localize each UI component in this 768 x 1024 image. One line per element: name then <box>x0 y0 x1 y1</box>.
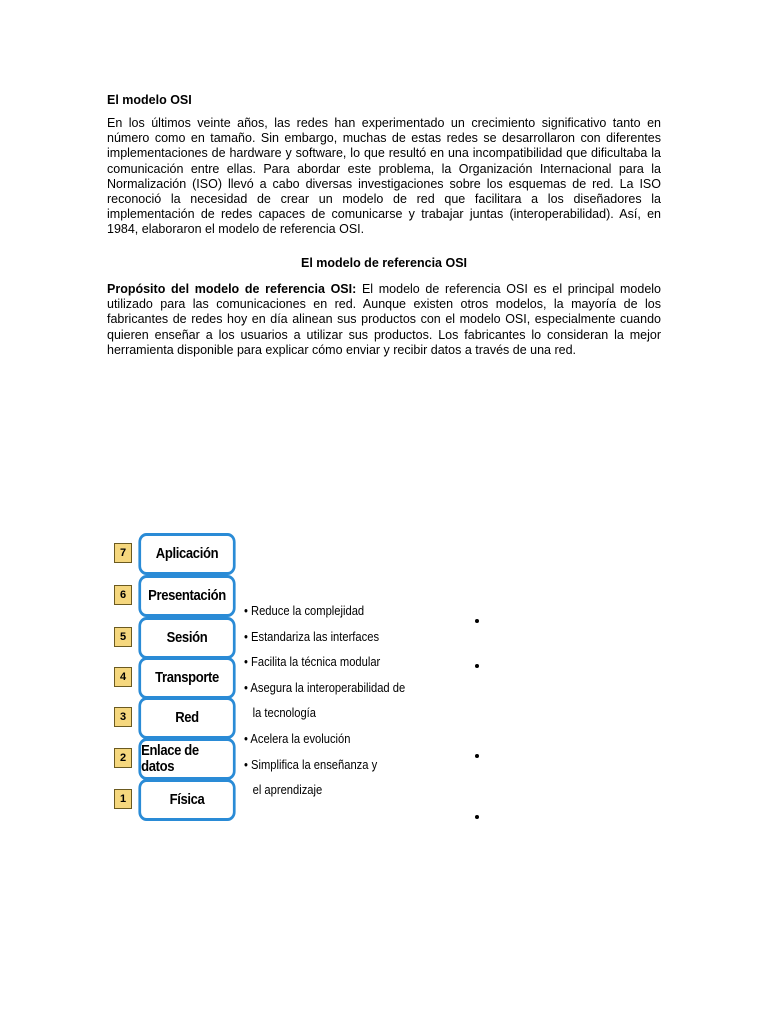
purpose-text: El modelo de referencia OSI es el principal modelo utilizado para las comunicaciones en red. Aunque existen otros modelos, la mayoría de los fabricantes de redes hoy en día alinean sus productos con el modelo OSI, especialmente cuando quieren enseñar a los usuarios a utilizar sus productos. Los fabricantes lo consideran la mejor herramienta disponible para explicar cómo enviar y recibir datos a través de una red. <box>107 282 661 357</box>
layer-name: Presentación <box>138 575 235 617</box>
benefit-item-continuation: el aprendizaje <box>252 782 323 798</box>
layer-5 <box>110 617 240 653</box>
bullet-dot-icon <box>475 815 479 819</box>
layer-2 <box>110 738 240 774</box>
document-title: El modelo OSI <box>107 93 192 107</box>
benefits-list <box>244 598 405 803</box>
layer-number: 2 <box>114 748 132 768</box>
layer-number: 6 <box>114 585 132 605</box>
layer-4 <box>110 657 240 693</box>
layer-name: Física <box>138 779 235 821</box>
layer-number: 3 <box>114 707 132 727</box>
benefit-item: • Asegura la interoperabilidad de <box>244 679 406 695</box>
layer-7 <box>110 533 240 569</box>
layer-number: 4 <box>114 667 132 687</box>
layer-1 <box>110 779 240 815</box>
layer-number: 5 <box>114 627 132 647</box>
layer-name: Enlace de datos <box>138 738 235 780</box>
benefit-item: • Acelera la evolución <box>244 730 351 746</box>
layer-name: Red <box>138 697 235 739</box>
layer-name: Sesión <box>138 617 235 659</box>
layer-number: 1 <box>114 789 132 809</box>
intro-paragraph: En los últimos veinte años, las redes han experimentado un crecimiento significativo tanto en número como en tamaño. Sin embargo, muchas de estas redes se desarrollaron con diferentes implementaciones de hardware y software, lo que resultó en una incompatibilidad que dificultaba la comunicación entre ellas. Para abordar este problema, la Organización Internacional para la Normalización (ISO) llevó a cabo diversas investigaciones sobre los esquemas de red. La ISO reconoció la necesidad de crear un modelo de red que facilitara a los diseñadores la implementación de redes capaces de comunicarse y trabajar juntas (interoperabilidad). Así, en 1984, elaboraron el modelo de referencia OSI. <box>107 116 661 237</box>
bullet-dot-icon <box>475 754 479 758</box>
benefit-item-continuation: la tecnología <box>252 705 317 721</box>
bullet-dot-icon <box>475 619 479 623</box>
section-title: El modelo de referencia OSI <box>300 256 468 270</box>
layer-name: Aplicación <box>138 533 235 575</box>
benefit-item: • Facilita la técnica modular <box>244 654 381 670</box>
purpose-label: Propósito del modelo de referencia OSI: <box>107 282 357 296</box>
benefit-item: • Estandariza las interfaces <box>244 628 380 644</box>
layer-6 <box>110 575 240 611</box>
benefit-item: • Reduce la complejidad <box>244 603 365 618</box>
purpose-paragraph <box>107 282 661 358</box>
layer-3 <box>110 697 240 733</box>
benefit-item: • Simplifica la enseñanza y <box>244 756 378 772</box>
layer-name: Transporte <box>138 657 235 699</box>
layer-number: 7 <box>114 543 132 563</box>
bullet-dot-icon <box>475 664 479 668</box>
